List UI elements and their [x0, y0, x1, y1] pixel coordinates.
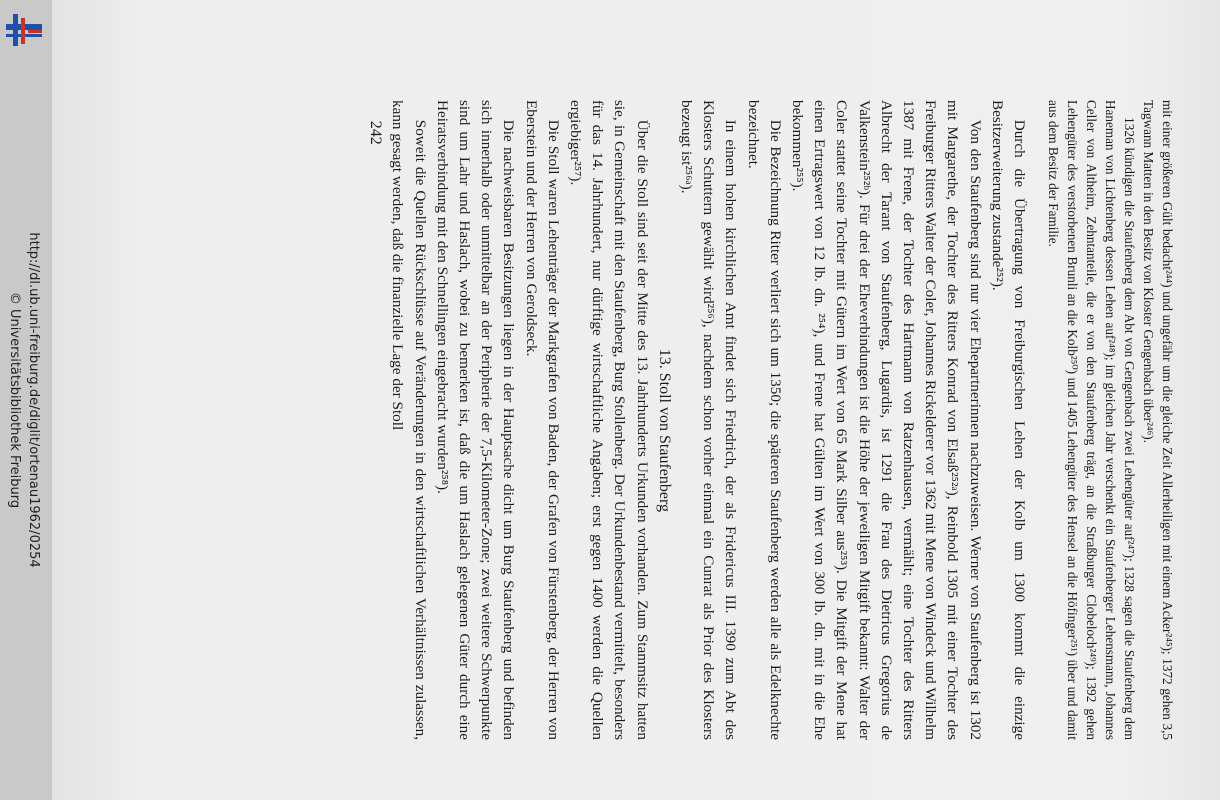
paragraph: 1326 kündigen die Staufenberg dem Abt von Gengenbach zwei Lehengüter auf²⁴⁷); 1328 sagen die Staufenberg dem Haneman von Lichtenberg dessen Lehen auf²⁴⁸); im gleichen Jahr verschenkt ein Staufenberger Lehensmann, Johannes Celler von Altheim, Zehntanteile, die er von den Staufenberg trägt, an die Straßburger Clobeloch²⁴⁹); 1392 gehen Lehengüter des verstorbenen Brunli an die Kolb²⁵⁰) und 1405 Lehengüter des Hensel an die Höfinger²⁵¹) über und damit aus dem Besitz der Familie.: [1046, 100, 1137, 740]
copyright-notice: © Universitätsbibliothek Freiburg: [7, 291, 22, 509]
paragraph: Durch die Übertragung von Freiburgischen Lehen der Kolb um 1300 kommt die einzige Besitzerweiterung zustande²⁵²).: [988, 100, 1028, 740]
paragraph: Über die Stoll sind seit der Mitte des 13. Jahrhunderts Urkunden vorhanden. Zum Stammsitz hatten sie, in Gemeinschaft mit den Staufenberg, Burg Stollenberg. Der Urkundenbestand vermittelt, besonders für das 14. Jahrhundert, nur dürftige wirtschaftliche Angaben; erst gegen 1400 werden die Quellen ergiebiger²⁵⁷).: [566, 100, 651, 740]
paragraph: Von den Staufenberg sind nur vier Ehepartnerinnen nachzuweisen. Werner von Staufenberg ist 1302 mit Margarethe, der Tochter des Ritters Konrad von Elsaß²⁵²ᵃ), Reinbold 1305 mit einer Tochter des Freiburger Ritters Walter der Coler, Johannes Rickelderer vor 1362 mit Mene von Windeck und Wilhelm 1387 mit Frene, der Tochter des Hartmann von Ratzenhausen, vermählt; eine Tochter des Ritters Albrecht der Tarant von Staufenberg, Lugardis, ist 1291 die Frau des Dietricus Gregorius de Valkenstein²⁵²ᵇ). Für drei der Eheverbindungen ist die Höhe der jeweiligen Mitgift bekannt: Walter der Coler stattet seine Tochter mit Gütern im Wert von 65 Mark Silber aus²⁵³). Die Mitgift der Mene hat einen Ertragswert von 12 lb. dn. ²⁵⁴), und Frene hat Gülten im Wert von 300 lb. dn. mit in die Ehe bekommen²⁵⁵).: [788, 100, 984, 740]
section-heading: 13. Stoll von Staufenberg: [655, 348, 673, 513]
paragraph: mit einer größeren Gült bedacht²⁴⁴) und ungefähr um die gleiche Zeit Allerheiligen mit einem Acker²⁴⁵); 1372 gehen 3,5 Tagwann Matten in den Besitz von Kloster Gengenbach über²⁴⁶).: [1141, 100, 1175, 740]
paragraph: Die Stoll waren Lehenträger der Markgrafen von Baden, der Grafen von Fürstenberg, der Herren von Eberstein und der Herren von Geroldseck.: [522, 100, 562, 740]
paragraph: In einem hohen kirchlichen Amt findet sich Friedrich, der als Fridericus III. 1390 zum Abt des Klosters Schuttern gewählt wird²⁵⁶), nachdem schon vorher einmal ein Cunrat als Prior des Klosters bezeugt ist²⁵⁶ᵃ).: [677, 100, 740, 740]
paragraph: Soweit die Quellen Rückschlüsse auf Veränderungen in den wirtschaftlichen Verhältnissen zulassen, kann gesagt werden, daß die finanzielle Lage der Stoll: [389, 100, 429, 740]
viewer-sidebar: [0, 0, 52, 800]
paragraph: Die Bezeichnung Ritter verliert sich um 1350; die späteren Staufenberg werden alle als Edelknechte bezeichnet.: [744, 100, 784, 740]
paragraph: Die nachweisbaren Besitzungen liegen in der Hauptsache dicht um Burg Staufenberg und befinden sich innerhalb oder unmittelbar an der Peripherie der 7,5-Kilometer-Zone; zwei weitere Schwerpunkte sind um Lahr und Haslach, wobei zu bemerken ist, daß die um Haslach gelegenen Güter durch eine Heiratsverbindung mit den Schnellingen eingebracht wurden²⁵⁸).: [433, 100, 518, 740]
page-number: 242: [367, 120, 385, 145]
library-logo-icon: [4, 10, 44, 50]
page-text-block: [187, 100, 1177, 740]
scanned-page: [52, 0, 1220, 800]
source-url[interactable]: http://dl.ub.uni-freiburg.de/diglit/ortenau1962/0254: [26, 232, 41, 568]
